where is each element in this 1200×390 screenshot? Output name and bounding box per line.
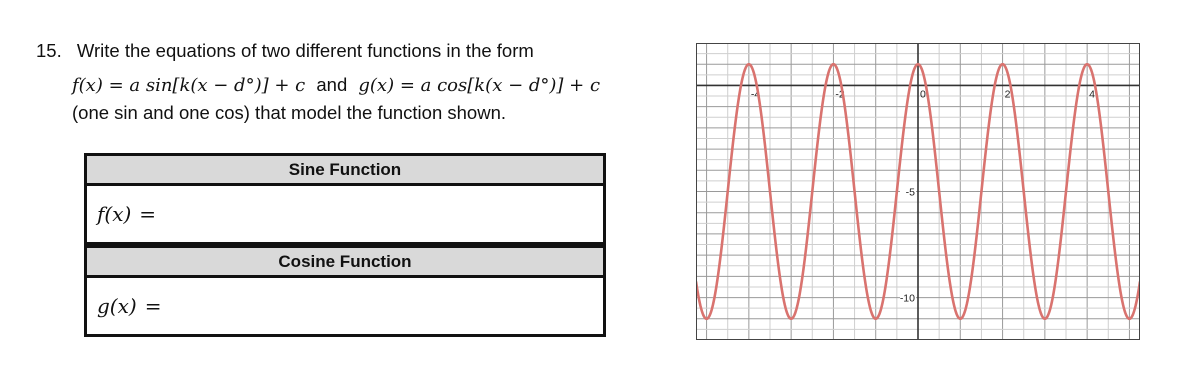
question-number: 15. <box>36 40 62 61</box>
g-equals: = <box>144 294 162 318</box>
f-equals: = <box>139 202 157 226</box>
question-line-2 <box>72 74 600 96</box>
g-label: g(x) <box>97 294 137 318</box>
question-line-3: (one sin and one cos) that model the function shown. <box>72 102 506 123</box>
question-line-1 <box>36 40 534 62</box>
g-form-equation: g(x) = a cos[k(x − d°)] + c <box>358 75 601 96</box>
x-tick-label: 2 <box>1004 88 1011 101</box>
and-word: and <box>316 74 348 95</box>
cosine-header-label: Cosine Function <box>278 251 412 271</box>
y-tick-label: -10 <box>899 292 915 305</box>
function-graph <box>696 43 1140 340</box>
graph-svg <box>696 43 1140 340</box>
g-answer-cell[interactable] <box>84 275 606 337</box>
answer-table <box>84 153 609 338</box>
question-text: Write the equations of two different functions in the form <box>76 40 534 61</box>
x-tick-label: -2 <box>835 88 845 101</box>
cosine-header <box>84 245 606 278</box>
f-answer-cell[interactable] <box>84 183 606 245</box>
x-tick-label: 0 <box>920 88 926 101</box>
x-tick-label: 4 <box>1089 88 1095 101</box>
sine-header <box>84 153 606 186</box>
x-tick-label: -4 <box>750 88 761 101</box>
f-form-equation: f(x) = a sin[k(x − d°)] + c <box>72 75 306 96</box>
sine-header-label: Sine Function <box>288 159 402 179</box>
f-label: f(x) <box>97 202 132 226</box>
y-tick-label: -5 <box>905 186 915 199</box>
